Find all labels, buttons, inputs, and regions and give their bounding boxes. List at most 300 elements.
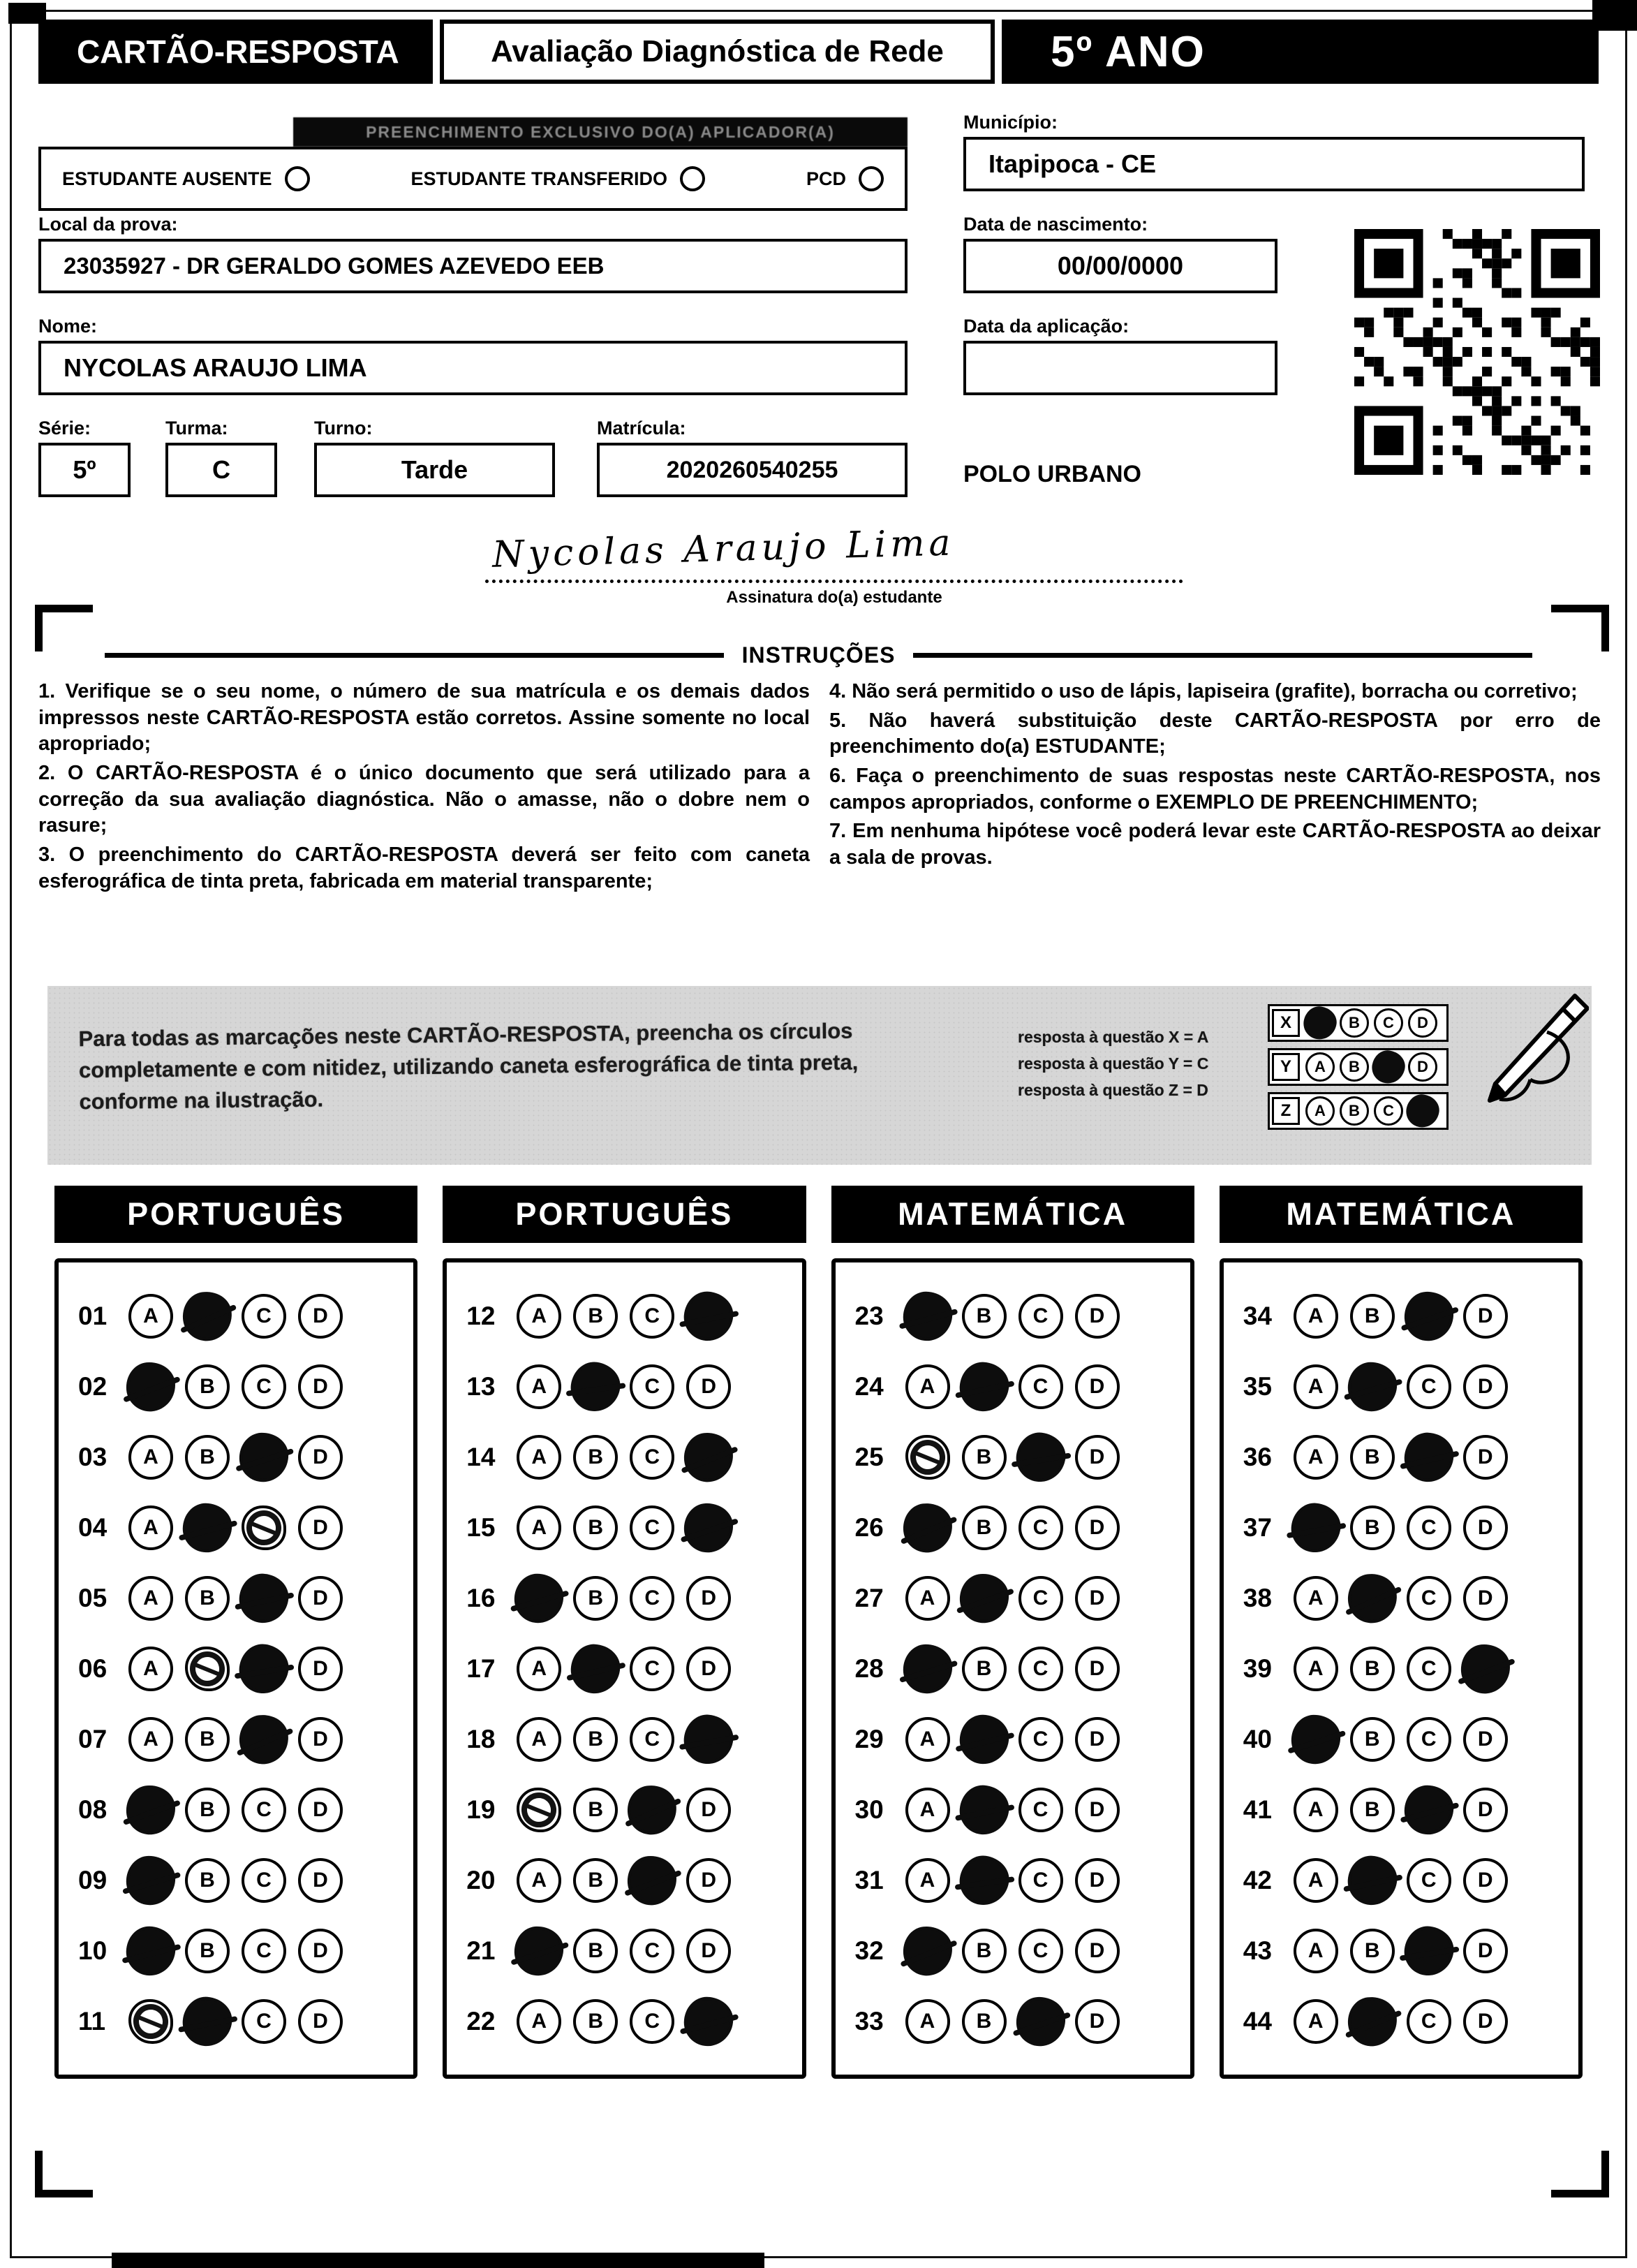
answer-bubble-11-B[interactable] [181,1994,234,2047]
answer-bubble-08-A[interactable] [124,1783,177,1836]
answer-bubble-24-A[interactable]: A [905,1364,950,1409]
answer-bubble-27-A[interactable]: A [905,1576,950,1621]
pcd-circle[interactable] [859,166,884,191]
registration-mark-top-right [1592,0,1637,31]
answer-bubble-12-C[interactable]: C [630,1294,674,1339]
answer-bubble-25-D[interactable]: D [1075,1435,1120,1480]
answer-bubble-06-C[interactable] [237,1641,291,1695]
answer-bubble-22-C[interactable]: C [630,1999,674,2044]
answer-bubble-34-B[interactable]: B [1350,1294,1395,1339]
question-number: 38 [1243,1583,1272,1612]
question-number: 44 [1243,2006,1272,2035]
question-number: 31 [854,1865,884,1894]
example-bubble-Z-C: C [1374,1096,1403,1126]
question-number: 18 [466,1724,496,1753]
answer-bubble-14-D[interactable] [682,1430,736,1484]
question-number: 29 [854,1724,884,1753]
answer-bubble-17-A[interactable]: A [517,1647,561,1691]
answer-bubble-17-C[interactable]: C [630,1647,674,1691]
answer-bubble-18-C[interactable]: C [630,1717,674,1762]
answer-bubble-11-A[interactable] [128,1999,173,2044]
answer-bubble-06-A[interactable]: A [128,1647,173,1691]
answer-bubble-04-D[interactable]: D [298,1505,343,1550]
example-bubble-Y-A: A [1305,1052,1335,1082]
answer-bubble-07-D[interactable]: D [298,1717,343,1762]
answer-section-3 [831,1186,1194,2079]
answer-bubble-28-A[interactable] [903,1644,953,1694]
answer-bubble-39-C[interactable]: C [1407,1647,1451,1691]
question-number: 33 [854,2006,884,2035]
answer-bubble-37-B[interactable]: B [1350,1505,1395,1550]
answer-bubble-33-D[interactable]: D [1075,1999,1120,2044]
answer-bubble-16-B[interactable]: B [573,1576,618,1621]
question-row-01 [78,1281,413,1351]
answer-bubble-23-A[interactable] [903,1291,953,1341]
question-row-10 [78,1915,413,1986]
answer-bubble-18-D[interactable] [682,1712,736,1766]
nascimento-value: 00/00/0000 [1057,251,1184,280]
answer-bubble-25-B[interactable]: B [962,1435,1007,1480]
answer-bubble-31-A[interactable]: A [905,1858,950,1903]
answer-bubble-41-C[interactable] [1404,1785,1454,1835]
nome-label: Nome: [38,316,98,337]
answer-bubble-20-A[interactable]: A [517,1858,561,1903]
answer-bubble-31-B[interactable] [956,1853,1012,1908]
question-row-28 [855,1633,1190,1704]
instruction-item-2: 2. O CARTÃO-RESPOSTA é o único documento que será utilizado para a correção da sua avaliação diagnóstica. Não o amasse, não o dobre nem o rasure; [38,762,810,837]
example-bubble-X-B: B [1340,1008,1369,1038]
turma-field [165,443,277,497]
question-row-22 [466,1986,801,2056]
answer-bubble-20-D[interactable]: D [686,1858,731,1903]
answer-bubble-29-D[interactable]: D [1075,1717,1120,1762]
answer-box [443,1258,806,2079]
question-number: 06 [78,1654,108,1683]
question-row-27 [855,1563,1190,1633]
answer-bubble-07-C[interactable] [237,1711,291,1766]
local-field [38,239,908,293]
answer-bubble-06-D[interactable]: D [298,1647,343,1691]
question-number: 42 [1243,1865,1272,1894]
answer-bubble-16-C[interactable]: C [630,1576,674,1621]
local-value: 23035927 - DR GERALDO GOMES AZEVEDO EEB [64,253,605,279]
answer-bubble-19-D[interactable]: D [686,1788,731,1832]
answer-bubble-15-B[interactable]: B [573,1505,618,1550]
answer-bubble-28-D[interactable]: D [1075,1647,1120,1691]
answer-bubble-08-C[interactable]: C [242,1788,286,1832]
answer-bubble-09-B[interactable]: B [185,1858,230,1903]
turma-value: C [212,455,230,484]
answer-bubble-44-C[interactable]: C [1407,1999,1451,2044]
question-number: 17 [466,1654,496,1683]
question-row-40 [1243,1704,1578,1774]
answer-bubble-41-B[interactable]: B [1350,1788,1395,1832]
answer-bubble-20-C[interactable] [625,1853,679,1906]
answer-bubble-36-B[interactable]: B [1350,1435,1395,1480]
answer-bubble-32-D[interactable]: D [1075,1929,1120,1973]
answer-bubble-28-C[interactable]: C [1019,1647,1063,1691]
question-number: 41 [1243,1795,1272,1824]
question-number: 12 [466,1301,496,1330]
answer-bubble-25-C[interactable] [1013,1429,1067,1484]
answer-box [831,1258,1194,2079]
question-number: 25 [854,1442,884,1471]
question-number: 34 [1243,1301,1272,1330]
question-row-12 [466,1281,801,1351]
question-number: 14 [466,1442,496,1471]
answer-section-2 [443,1186,806,2079]
answer-bubble-43-C[interactable] [1402,1923,1456,1978]
aplicacao-field[interactable] [963,341,1277,395]
instruction-item-5: 5. Não haverá substituição deste CARTÃO-RESPOSTA por erro de preenchimento do(a) ESTUDANTE; [829,709,1601,758]
answer-bubble-19-C[interactable] [624,1782,680,1838]
question-row-20 [466,1845,801,1915]
polo-urbano-label: POLO URBANO [963,461,1141,487]
question-row-30 [855,1774,1190,1845]
question-number: 30 [854,1795,884,1824]
answer-bubble-36-A[interactable]: A [1294,1435,1338,1480]
answer-bubble-03-A[interactable]: A [128,1435,173,1480]
turno-field [314,443,555,497]
question-number: 37 [1243,1512,1272,1542]
turno-value: Tarde [401,455,468,484]
question-row-19 [466,1774,801,1845]
question-number: 02 [78,1371,108,1401]
answer-bubble-40-C[interactable]: C [1407,1717,1451,1762]
answer-bubble-26-C[interactable]: C [1019,1505,1063,1550]
answer-bubble-33-C[interactable] [1015,1996,1067,2047]
grade-title: 5º ANO [1002,20,1599,84]
answer-bubble-38-C[interactable]: C [1407,1576,1451,1621]
answer-bubble-10-B[interactable]: B [185,1929,230,1973]
corner-bracket-bottom-right [1551,2151,1609,2197]
question-number: 20 [466,1865,496,1894]
answer-bubble-36-D[interactable]: D [1463,1435,1508,1480]
fill-example-legend [1018,1024,1255,1104]
answer-bubble-15-C[interactable]: C [630,1505,674,1550]
nome-value: NYCOLAS ARAUJO LIMA [64,353,367,382]
answer-bubble-38-A[interactable]: A [1294,1576,1338,1621]
matricula-field [597,443,908,497]
answer-bubble-43-B[interactable]: B [1350,1929,1395,1973]
answer-bubble-41-D[interactable]: D [1463,1788,1508,1832]
question-number: 08 [78,1795,108,1824]
answer-bubble-34-A[interactable]: A [1294,1294,1338,1339]
answer-bubble-30-A[interactable]: A [905,1788,950,1832]
question-row-09 [78,1845,413,1915]
answer-bubble-10-D[interactable]: D [298,1929,343,1973]
answer-bubble-43-A[interactable]: A [1294,1929,1338,1973]
answer-bubble-27-B[interactable] [958,1572,1010,1624]
answer-bubble-31-C[interactable]: C [1019,1858,1063,1903]
question-number: 36 [1243,1442,1272,1471]
instructions-left-column [38,679,810,898]
answer-bubble-21-C[interactable]: C [630,1929,674,1973]
answer-columns [54,1186,1583,2079]
answer-bubble-42-B[interactable] [1346,1854,1398,1906]
header [38,20,1599,84]
answer-bubble-12-A[interactable]: A [517,1294,561,1339]
answer-bubble-05-C[interactable] [237,1572,290,1624]
example-row-label: Y [1272,1053,1300,1081]
question-row-39 [1243,1633,1578,1704]
answer-bubble-43-D[interactable]: D [1463,1929,1508,1973]
answer-bubble-29-B[interactable] [958,1714,1009,1765]
answer-bubble-12-D[interactable] [682,1289,735,1342]
answer-bubble-10-C[interactable]: C [242,1929,286,1973]
instruction-item-4: 4. Não será permitido o uso de lápis, lapiseira (grafite), borracha ou corretivo; [829,680,1578,702]
answer-bubble-05-B[interactable]: B [185,1576,230,1621]
legend-line-y: resposta à questão Y = C [1018,1054,1209,1073]
answer-bubble-13-A[interactable]: A [517,1364,561,1409]
answer-bubble-12-B[interactable]: B [573,1294,618,1339]
answer-bubble-23-C[interactable]: C [1019,1294,1063,1339]
answer-bubble-06-B[interactable] [185,1647,230,1691]
answer-bubble-19-B[interactable]: B [573,1788,618,1832]
question-row-44 [1243,1986,1578,2056]
question-number: 16 [466,1583,496,1612]
answer-bubble-16-A[interactable] [514,1573,563,1622]
answer-bubble-04-B[interactable] [182,1503,232,1553]
answer-bubble-07-B[interactable]: B [185,1717,230,1762]
section-title: PORTUGUÊS [54,1186,417,1243]
question-number: 27 [854,1583,884,1612]
option-pcd [806,166,884,191]
example-bubble-Y-B: B [1340,1052,1369,1082]
answer-bubble-17-B[interactable] [570,1643,621,1695]
question-number: 10 [78,1936,108,1965]
answer-bubble-10-A[interactable] [126,1925,177,1976]
nascimento-label: Data de nascimento: [963,214,1148,235]
signature-caption: Assinatura do(a) estudante [726,588,942,607]
question-row-35 [1243,1351,1578,1422]
answer-bubble-09-C[interactable]: C [242,1858,286,1903]
municipio-field [963,137,1585,191]
answer-bubble-05-A[interactable]: A [128,1576,173,1621]
applicator-bar-label: PREENCHIMENTO EXCLUSIVO DO(A) APLICADOR(A) [293,117,908,147]
question-row-41 [1243,1774,1578,1845]
answer-bubble-21-D[interactable]: D [686,1929,731,1973]
answer-bubble-15-D[interactable] [683,1502,734,1554]
question-row-38 [1243,1563,1578,1633]
answer-bubble-02-C[interactable]: C [242,1364,286,1409]
instruction-item-1: 1. Verifique se o seu nome, o número de sua matrícula e os demais dados impressos neste CARTÃO-RESPOSTA estão corretos. Assine somente no local apropriado; [38,680,810,756]
answer-bubble-01-D[interactable]: D [298,1294,343,1339]
card-title: CARTÃO-RESPOSTA [38,20,433,84]
answer-bubble-01-B[interactable] [179,1288,235,1344]
answer-bubble-33-A[interactable]: A [905,1999,950,2044]
answer-box [54,1258,417,2079]
answer-bubble-21-A[interactable] [514,1925,565,1976]
question-row-37 [1243,1492,1578,1563]
answer-bubble-03-D[interactable]: D [298,1435,343,1480]
answer-bubble-19-A[interactable] [517,1788,561,1832]
answer-bubble-03-B[interactable]: B [185,1435,230,1480]
answer-bubble-01-A[interactable]: A [128,1294,173,1339]
question-number: 01 [78,1301,108,1330]
answer-bubble-29-A[interactable]: A [905,1717,950,1762]
question-number: 05 [78,1583,108,1612]
answer-bubble-35-A[interactable]: A [1294,1364,1338,1409]
answer-bubble-34-C[interactable] [1403,1290,1455,1342]
answer-bubble-22-D[interactable] [683,1996,734,2047]
answer-bubble-27-C[interactable]: C [1019,1576,1063,1621]
answer-bubble-37-D[interactable]: D [1463,1505,1508,1550]
answer-bubble-02-A[interactable] [124,1360,177,1413]
answer-bubble-31-D[interactable]: D [1075,1858,1120,1903]
qr-code-icon [1354,229,1600,475]
answer-bubble-24-D[interactable]: D [1075,1364,1120,1409]
answer-bubble-26-A[interactable] [900,1500,954,1554]
question-row-07 [78,1704,413,1774]
answer-bubble-40-B[interactable]: B [1350,1717,1395,1762]
answer-bubble-26-B[interactable]: B [962,1505,1007,1550]
turno-label: Turno: [314,418,373,439]
question-number: 19 [466,1795,496,1824]
answer-bubble-40-A[interactable] [1290,1714,1341,1765]
answer-bubble-11-D[interactable]: D [298,1999,343,2044]
answer-bubble-30-D[interactable]: D [1075,1788,1120,1832]
question-row-32 [855,1915,1190,1986]
estudante-transferido-circle[interactable] [680,166,705,191]
answer-bubble-09-D[interactable]: D [298,1858,343,1903]
answer-bubble-11-C[interactable]: C [242,1999,286,2044]
question-number: 24 [854,1371,884,1401]
estudante-ausente-circle[interactable] [285,166,310,191]
question-number: 15 [466,1512,496,1542]
answer-bubble-33-B[interactable]: B [962,1999,1007,2044]
example-bubble-Z-A: A [1305,1096,1335,1126]
answer-bubble-35-C[interactable]: C [1407,1364,1451,1409]
answer-bubble-18-A[interactable]: A [517,1717,561,1762]
answer-bubble-08-B[interactable]: B [185,1788,230,1832]
answer-bubble-22-B[interactable]: B [573,1999,618,2044]
instructions-header [105,642,1532,668]
answer-bubble-21-B[interactable]: B [573,1929,618,1973]
answer-bubble-07-A[interactable]: A [128,1717,173,1762]
answer-bubble-39-D[interactable] [1459,1642,1512,1695]
question-row-17 [466,1633,801,1704]
answer-bubble-14-A[interactable]: A [517,1435,561,1480]
question-row-14 [466,1422,801,1492]
answer-bubble-32-C[interactable]: C [1019,1929,1063,1973]
answer-bubble-18-B[interactable]: B [573,1717,618,1762]
answer-bubble-44-B[interactable] [1345,1994,1400,2048]
question-number: 32 [854,1936,884,1965]
example-bubble-Z-B: B [1340,1096,1369,1126]
answer-bubble-37-A[interactable] [1289,1501,1342,1554]
answer-bubble-02-B[interactable]: B [185,1364,230,1409]
answer-bubble-41-A[interactable]: A [1294,1788,1338,1832]
answer-bubble-26-D[interactable]: D [1075,1505,1120,1550]
answer-bubble-16-D[interactable]: D [686,1576,731,1621]
answer-bubble-34-D[interactable]: D [1463,1294,1508,1339]
question-number: 26 [854,1512,884,1542]
answer-bubble-04-C[interactable] [242,1505,286,1550]
answer-bubble-29-C[interactable]: C [1019,1717,1063,1762]
answer-bubble-30-B[interactable] [957,1783,1010,1836]
section-title: MATEMÁTICA [831,1186,1194,1243]
answer-bubble-39-A[interactable]: A [1294,1647,1338,1691]
question-row-15 [466,1492,801,1563]
answer-bubble-14-B[interactable]: B [573,1435,618,1480]
answer-bubble-25-A[interactable] [905,1435,950,1480]
answer-bubble-42-D[interactable]: D [1463,1858,1508,1903]
answer-bubble-40-D[interactable]: D [1463,1717,1508,1762]
answer-bubble-01-C[interactable]: C [242,1294,286,1339]
answer-bubble-42-A[interactable]: A [1294,1858,1338,1903]
question-row-16 [466,1563,801,1633]
answer-bubble-22-A[interactable]: A [517,1999,561,2044]
example-grid [1268,1004,1449,1136]
corner-bracket-top-left [35,605,93,651]
question-row-05 [78,1563,413,1633]
answer-bubble-37-C[interactable]: C [1407,1505,1451,1550]
answer-bubble-15-A[interactable]: A [517,1505,561,1550]
question-row-06 [78,1633,413,1704]
question-row-25 [855,1422,1190,1492]
answer-bubble-14-C[interactable]: C [630,1435,674,1480]
answer-bubble-38-D[interactable]: D [1463,1576,1508,1621]
answer-bubble-38-B[interactable] [1345,1570,1400,1626]
rule-left [105,653,724,658]
estudante-transferido-label: ESTUDANTE TRANSFERIDO [410,168,668,189]
question-number: 21 [466,1936,496,1965]
answer-bubble-36-C[interactable] [1403,1431,1455,1483]
matricula-value: 2020260540255 [666,456,838,483]
serie-label: Série: [38,418,91,439]
answer-bubble-27-D[interactable]: D [1075,1576,1120,1621]
answer-bubble-24-C[interactable]: C [1019,1364,1063,1409]
answer-bubble-23-D[interactable]: D [1075,1294,1120,1339]
question-row-13 [466,1351,801,1422]
answer-bubble-08-D[interactable]: D [298,1788,343,1832]
answer-bubble-39-B[interactable]: B [1350,1647,1395,1691]
answer-bubble-32-A[interactable] [901,1924,954,1978]
question-row-36 [1243,1422,1578,1492]
answer-bubble-30-C[interactable]: C [1019,1788,1063,1832]
answer-bubble-20-B[interactable]: B [573,1858,618,1903]
question-number: 09 [78,1865,108,1894]
question-row-43 [1243,1915,1578,1986]
answer-bubble-42-C[interactable]: C [1407,1858,1451,1903]
answer-bubble-13-B[interactable] [568,1359,623,1415]
answer-bubble-17-D[interactable]: D [686,1647,731,1691]
answer-bubble-13-D[interactable]: D [686,1364,731,1409]
answer-bubble-04-A[interactable]: A [128,1505,173,1550]
answer-bubble-23-B[interactable]: B [962,1294,1007,1339]
question-number: 22 [466,2006,496,2035]
answer-bubble-09-A[interactable] [126,1855,176,1906]
answer-bubble-02-D[interactable]: D [298,1364,343,1409]
municipio-label: Município: [963,112,1058,133]
answer-bubble-44-A[interactable]: A [1294,1999,1338,2044]
answer-bubble-35-D[interactable]: D [1463,1364,1508,1409]
question-row-34 [1243,1281,1578,1351]
answer-bubble-28-B[interactable]: B [962,1647,1007,1691]
answer-bubble-35-B[interactable] [1348,1362,1397,1411]
question-number: 39 [1243,1654,1272,1683]
answer-bubble-32-B[interactable]: B [962,1929,1007,1973]
answer-bubble-03-C[interactable] [239,1431,290,1482]
answer-bubble-05-D[interactable]: D [298,1576,343,1621]
answer-bubble-24-B[interactable] [958,1360,1010,1413]
example-row-label: Z [1272,1097,1300,1125]
question-row-11 [78,1986,413,2056]
exam-title: Avaliação Diagnóstica de Rede [440,20,995,84]
answer-bubble-44-D[interactable]: D [1463,1999,1508,2044]
answer-bubble-13-C[interactable]: C [630,1364,674,1409]
